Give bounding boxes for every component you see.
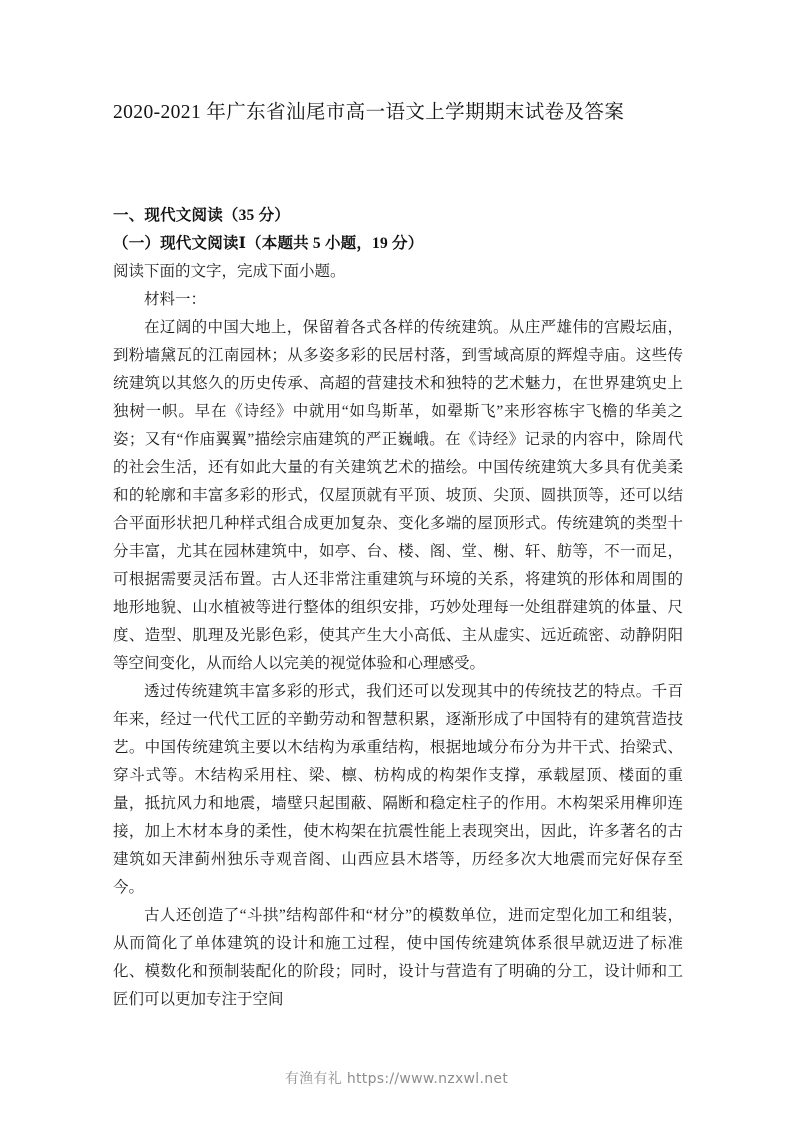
body-paragraph: 在辽阔的中国大地上，保留着各式各样的传统建筑。从庄严雄伟的宫殿坛庙，到粉墙黛瓦的江南园林；从多姿多彩的民居村落，到雪域高原的辉煌寺庙。这些传统建筑以其悠久的历史传承、高超的营建技术和独特的艺术魅力，在世界建筑史上独树一帜。早在《诗经》中就用“如鸟斯革，如翚斯飞”来形容栋宇飞檐的华美之姿；又有“作庙翼翼”描绘宗庙建筑的严正巍峨。在《诗经》记录的内容中，除周代的社会生活，还有如此大量的有关建筑艺术的描绘。中国传统建筑大多具有优美柔和的轮廓和丰富多彩的形式，仅屋顶就有平顶、坡顶、尖顶、圆拱顶等，还可以结合平面形状把几种样式组合成更加复杂、变化多端的屋顶形式。传统建筑的类型十分丰富，尤其在园林建筑中，如亭、台、楼、阁、堂、榭、轩、舫等，不一而足，可根据需要灵活布置。古人还非常注重建筑与环境的关系，将建筑的形体和周围的地形地貌、山水植被等进行整体的组织安排，巧妙处理每一处组群建筑的体量、尺度、造型、肌理及光影色彩，使其产生大小高低、主从虚实、远近疏密、动静阴阳等空间变化，从而给人以完美的视觉体验和心理感受。 [113,319,683,672]
section-heading-modern-reading: 一、现代文阅读（35 分） [113,207,290,224]
footer-site-name: 有渔有礼 [284,1072,343,1087]
body-paragraph: 古人还创造了“斗拱”结构部件和“材分”的模数单位，进而定型化加工和组装，从而简化了单体建筑的设计和施工过程，使中国传统建筑体系很早就迈进了标准化、模数化和预制装配化的阶段；同时，设计与营造有了明确的分工，设计师和工匠们可以更加专注于空间 [113,907,683,1008]
material-label: 材料一： [144,291,207,308]
title-spacer [113,128,683,202]
subsection-heading-reading-one: （一）现代文阅读Ⅰ（本题共 5 小题，19 分） [113,235,424,252]
page-title: 2020-2021 年广东省汕尾市高一语文上学期期末试卷及答案 [113,102,625,123]
document-content [113,98,683,1014]
footer-watermark [0,1068,793,1088]
body-paragraph: 透过传统建筑丰富多彩的形式，我们还可以发现其中的传统技艺的特点。千百年来，经过一代代工匠的辛勤劳动和智慧积累，逐渐形成了中国特有的建筑营造技艺。中国传统建筑主要以木结构为承重结构，根据地域分布分为井干式、抬梁式、穿斗式等。木结构采用柱、梁、檩、枋构成的构架作支撑，承载屋顶、楼面的重量，抵抗风力和地震，墙壁只起围蔽、隔断和稳定柱子的作用。木构架采用榫卯连接，加上木材本身的柔性，使木构架在抗震性能上表现突出，因此，许多著名的古建筑如天津蓟州独乐寺观音阁、山西应县木塔等，历经多次大地震而完好保存至今。 [113,683,683,896]
footer-url: https://www.nzxwl.net [346,1071,509,1087]
instruction-line: 阅读下面的文字，完成下面小题。 [113,263,346,280]
